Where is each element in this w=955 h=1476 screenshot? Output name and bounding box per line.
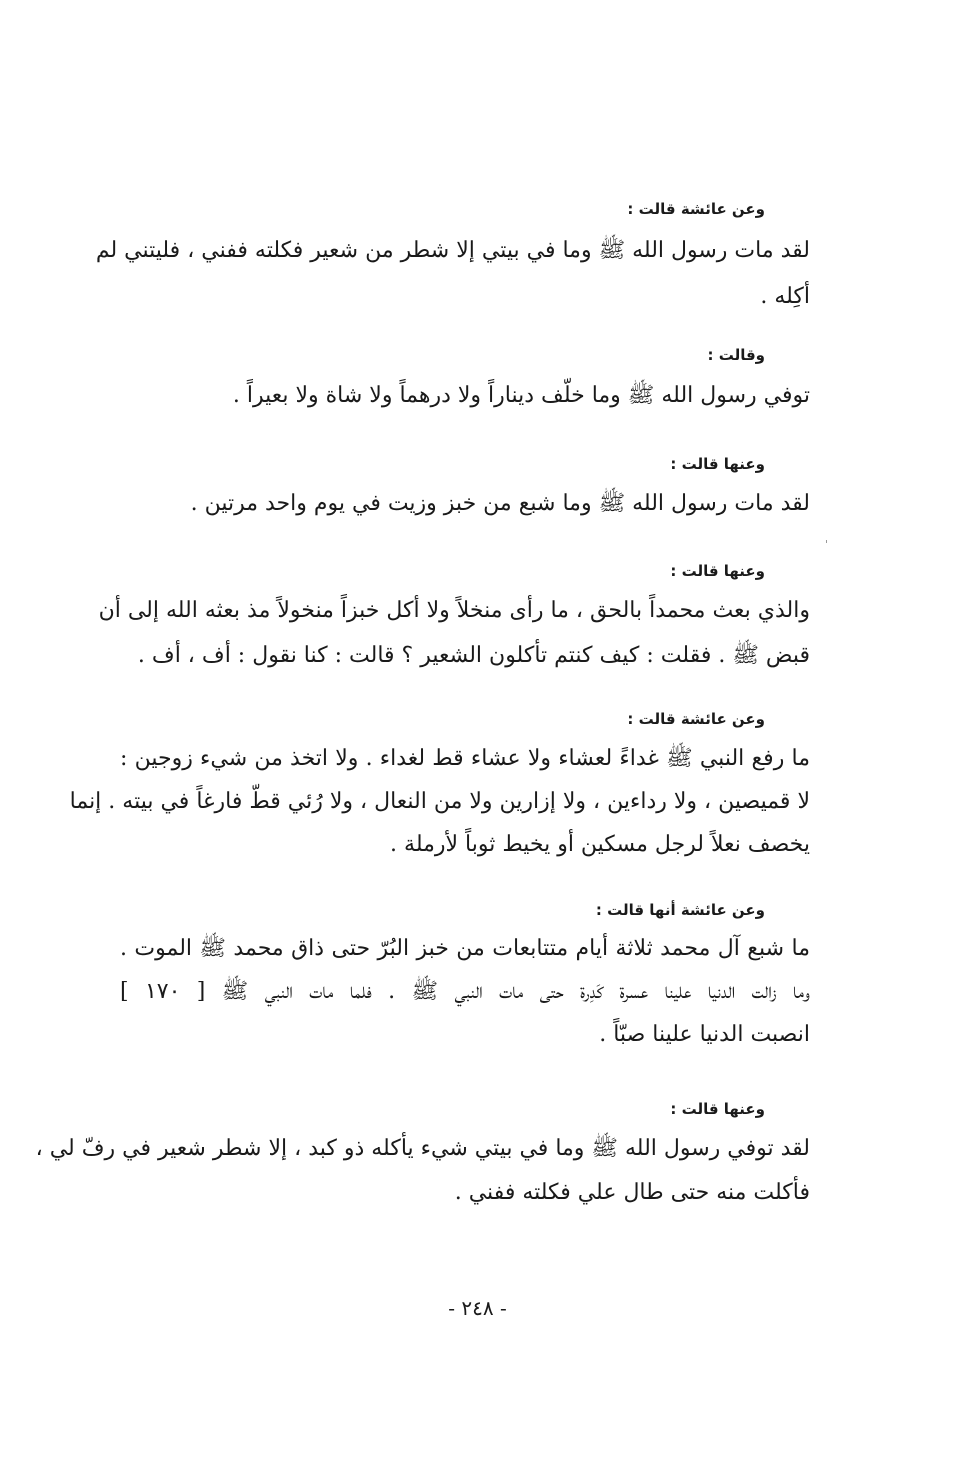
text-line: وما زالت الدنيا علينا عسرة كَدِرة حتى مات النبي ﷺ . فلما مات النبي ﷺ [ ١٧٠ ] (120, 979, 810, 1004)
text-line: انصبت الدنيا علينا صبّاً . (599, 1022, 810, 1047)
text-line: لقد مات رسول الله ﷺ وما في بيتي إلا شطر من شعير فكلته ففني ، فليتني لم (95, 238, 810, 263)
text-line: لا قميصين ، ولا رداءين ، ولا إزارين ولا من النعال ، ولا رُئي قطّ فارغاً في بيته . إنما (69, 789, 810, 814)
text-line: أكِله . (760, 284, 810, 309)
text-line: لقد توفي رسول الله ﷺ وما في بيتي شيء يأكله ذو كبد ، إلا شطر شعير في رفّ لي ، (35, 1136, 810, 1161)
section-heading: وعن عائشة قالت : (627, 200, 765, 218)
text-line: يخصف نعلاً لرجل مسكين أو يخيط ثوباً لأرملة . (390, 832, 810, 857)
text-line: لقد مات رسول الله ﷺ وما شبع من خبز وزيت في يوم واحد مرتين . (190, 491, 810, 516)
section-heading: وعن عائشة أنها قالت : (595, 901, 765, 919)
text-line: فأكلت منه حتى طال علي فكلته ففني . (454, 1180, 810, 1205)
section-heading: وعنها قالت : (670, 562, 765, 580)
section-heading: وعنها قالت : (670, 455, 765, 473)
text-line: ما شبع آل محمد ثلاثة أيام متتابعات من خبز البُرّ حتى ذاق محمد ﷺ الموت . (120, 936, 810, 961)
section-heading: وعن عائشة قالت : (627, 710, 765, 728)
text-line: توفي رسول الله ﷺ وما خلّف ديناراً ولا درهماً ولا شاة ولا بعيراً . (232, 383, 810, 408)
section-heading: وقالت : (707, 346, 765, 364)
scan-mark (826, 540, 827, 543)
section-heading: وعنها قالت : (670, 1100, 765, 1118)
text-line: قبض ﷺ . فقلت : كيف كنتم تأكلون الشعير ؟ قالت : كنا نقول : أف ، أف . (137, 643, 810, 668)
page-number: - ٢٤٨ - (448, 1296, 507, 1320)
text-line: والذي بعث محمداً بالحق ، ما رأى منخلاً ولا أكل خبزاً منخولاً مذ بعثه الله إلى أن (98, 598, 810, 623)
text-line: ما رفع النبي ﷺ غداءً لعشاء ولا عشاء قط لغداء . ولا اتخذ من شيء زوجين : (120, 746, 810, 771)
